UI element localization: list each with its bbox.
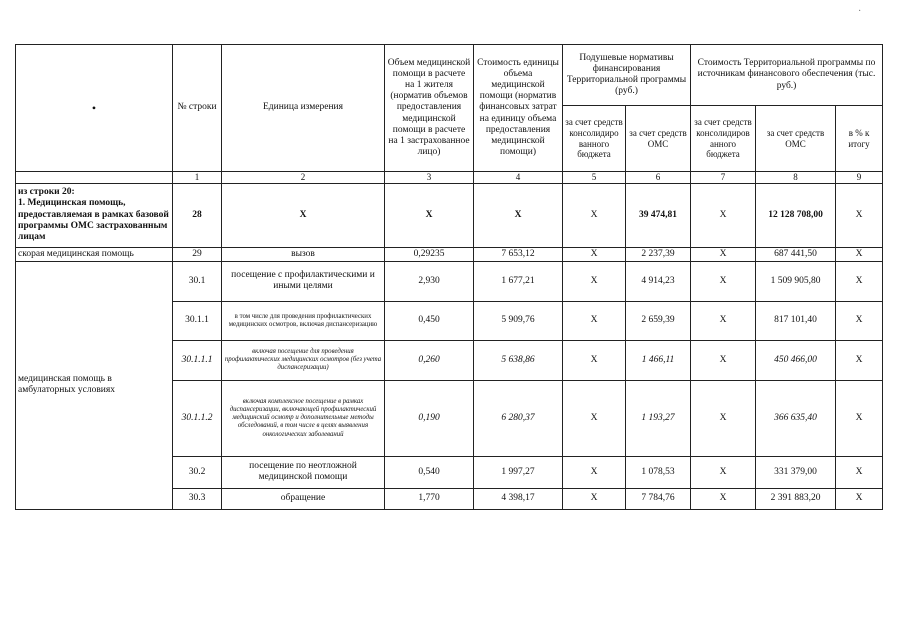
row-program-budget: Х <box>691 183 756 247</box>
row-program-budget: Х <box>691 301 756 340</box>
row-volume: 0,190 <box>385 380 474 456</box>
row-unit-cost: 4 398,17 <box>474 488 563 509</box>
row-percent: Х <box>836 340 883 380</box>
row-per-capita-budget: Х <box>563 183 626 247</box>
col-number: 2 <box>222 172 385 184</box>
row-percent: Х <box>836 488 883 509</box>
row-number: 28 <box>173 183 222 247</box>
header-program-budget: за счет средств консолидиров анного бюджета <box>691 106 756 172</box>
row-unit-cost: 1 997,27 <box>474 456 563 488</box>
col-number: 3 <box>385 172 474 184</box>
header-per-capita-group: Подушевые нормативы финансирования Территориальной программы (руб.) <box>563 45 691 106</box>
row-program-oms: 1 509 905,80 <box>756 261 836 301</box>
row-program-oms: 817 101,40 <box>756 301 836 340</box>
col-number: 4 <box>474 172 563 184</box>
row-program-oms: 450 466,00 <box>756 340 836 380</box>
col-number: 6 <box>626 172 691 184</box>
row-program-budget: Х <box>691 247 756 261</box>
row-unit-cost: 5 909,76 <box>474 301 563 340</box>
row-number: 30.1.1.1 <box>173 340 222 380</box>
row-unit: включая посещение для проведения профилактических медицинских осмотров (без учета диспансеризации) <box>222 340 385 380</box>
row-number: 30.1.1 <box>173 301 222 340</box>
row-unit: вызов <box>222 247 385 261</box>
row-volume: 2,930 <box>385 261 474 301</box>
row-program-budget: Х <box>691 261 756 301</box>
row-volume: 0,260 <box>385 340 474 380</box>
row-program-oms: 2 391 883,20 <box>756 488 836 509</box>
row-unit: Х <box>222 183 385 247</box>
corner-mark: · <box>858 6 862 17</box>
header-per-capita-oms: за счет средств ОМС <box>626 106 691 172</box>
row-percent: Х <box>836 183 883 247</box>
col-number-blank <box>16 172 173 184</box>
row-per-capita-oms: 2 659,39 <box>626 301 691 340</box>
row-per-capita-budget: Х <box>563 340 626 380</box>
row-unit-cost: 6 280,37 <box>474 380 563 456</box>
col-number: 8 <box>756 172 836 184</box>
row-program-budget: Х <box>691 340 756 380</box>
row-unit: обращение <box>222 488 385 509</box>
financing-table <box>15 44 883 510</box>
col-number: 5 <box>563 172 626 184</box>
row-percent: Х <box>836 247 883 261</box>
row-unit-cost: 1 677,21 <box>474 261 563 301</box>
header-unit-cost: Стоимость единицы объема медицинской помощи (норматив финансовых затрат на единицу объема предоставления медицинской помощи) <box>474 45 563 172</box>
col-number: 1 <box>173 172 222 184</box>
row-program-oms: 12 128 708,00 <box>756 183 836 247</box>
row-per-capita-oms: 1 078,53 <box>626 456 691 488</box>
header-unit: Единица измерения <box>222 45 385 172</box>
row-name: из строки 20: 1. Медицинская помощь, предоставляемая в рамках базовой программы ОМС застрахованным лицам <box>16 183 173 247</box>
row-program-oms: 687 441,50 <box>756 247 836 261</box>
row-name-ambulatory: медицинская помощь в амбулаторных условиях <box>16 261 173 509</box>
header-program-cost-group: Стоимость Территориальной программы по источникам финансового обеспечения (тыс. руб.) <box>691 45 883 106</box>
row-volume: 0,450 <box>385 301 474 340</box>
header-per-capita-budget: за счет средств консолидиро ванного бюджета <box>563 106 626 172</box>
row-unit-cost: 5 638,86 <box>474 340 563 380</box>
row-program-budget: Х <box>691 456 756 488</box>
row-number: 30.1 <box>173 261 222 301</box>
row-volume: 0,540 <box>385 456 474 488</box>
row-volume: 1,770 <box>385 488 474 509</box>
row-unit-cost: Х <box>474 183 563 247</box>
row-program-oms: 366 635,40 <box>756 380 836 456</box>
row-volume: 0,29235 <box>385 247 474 261</box>
row-percent: Х <box>836 456 883 488</box>
row-per-capita-budget: Х <box>563 380 626 456</box>
row-volume: Х <box>385 183 474 247</box>
row-per-capita-oms: 39 474,81 <box>626 183 691 247</box>
row-unit: в том числе для проведения профилактических медицинских осмотров, включая диспансеризацию <box>222 301 385 340</box>
row-per-capita-oms: 2 237,39 <box>626 247 691 261</box>
row-per-capita-budget: Х <box>563 247 626 261</box>
row-per-capita-budget: Х <box>563 456 626 488</box>
col-number: 9 <box>836 172 883 184</box>
row-program-oms: 331 379,00 <box>756 456 836 488</box>
row-per-capita-budget: Х <box>563 488 626 509</box>
table-row <box>16 247 883 261</box>
header-program-oms: за счет средств ОМС <box>756 106 836 172</box>
row-per-capita-oms: 1 466,11 <box>626 340 691 380</box>
table-row <box>16 183 883 247</box>
col-number: 7 <box>691 172 756 184</box>
header-row-number: № строки <box>173 45 222 172</box>
row-number: 30.1.1.2 <box>173 380 222 456</box>
row-number: 30.3 <box>173 488 222 509</box>
financing-table-sheet <box>15 44 882 510</box>
row-number: 30.2 <box>173 456 222 488</box>
row-program-budget: Х <box>691 380 756 456</box>
row-number: 29 <box>173 247 222 261</box>
row-per-capita-budget: Х <box>563 261 626 301</box>
row-percent: Х <box>836 301 883 340</box>
row-unit: посещение с профилактическими и иными целями <box>222 261 385 301</box>
header-name-column: • <box>16 45 173 172</box>
row-unit-cost: 7 653,12 <box>474 247 563 261</box>
header-program-percent: в % к итогу <box>836 106 883 172</box>
row-program-budget: Х <box>691 488 756 509</box>
row-percent: Х <box>836 380 883 456</box>
row-per-capita-oms: 7 784,76 <box>626 488 691 509</box>
header-volume: Объем медицинской помощи в расчете на 1 жителя (норматив объемов предоставления медицинской помощи в расчете на 1 застрахованное лицо) <box>385 45 474 172</box>
table-row <box>16 261 883 301</box>
row-unit: посещение по неотложной медицинской помощи <box>222 456 385 488</box>
row-per-capita-oms: 1 193,27 <box>626 380 691 456</box>
row-per-capita-oms: 4 914,23 <box>626 261 691 301</box>
row-unit: включая комплексное посещение в рамках диспансеризации, включающей профилактический медицинский осмотр и дополнительные методы обследований, в том числе в целях выявления онкологических заболеваний <box>222 380 385 456</box>
row-name: скорая медицинская помощь <box>16 247 173 261</box>
row-per-capita-budget: Х <box>563 301 626 340</box>
row-percent: Х <box>836 261 883 301</box>
